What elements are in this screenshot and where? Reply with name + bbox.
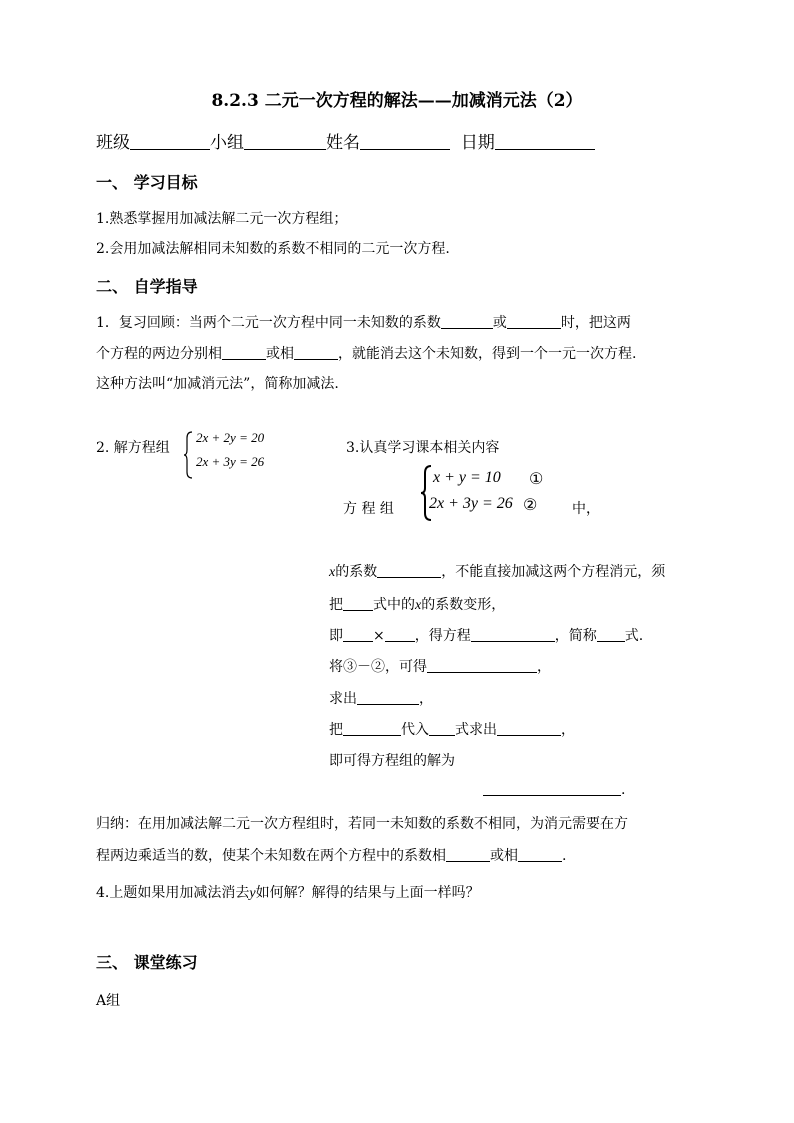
text: 或 [492,315,507,331]
blank[interactable] [377,561,441,578]
blank[interactable] [429,719,455,736]
text: y [249,886,256,901]
blank[interactable] [446,845,490,862]
text: × [373,628,385,644]
text: 1．复习回顾：当两个二元一次方程中同一未知数的系数 [96,315,441,331]
step-7: 即可得方程组的解为 [329,753,455,769]
step-3 [329,625,643,645]
text: ， [419,691,433,707]
step-2 [329,594,505,614]
step-1 [329,561,665,581]
solution-blank-row [483,779,625,798]
goal-2: 2.会用加减法解相同未知数的系数不相同的二元一次方程. [96,241,450,257]
text: 或相 [266,346,294,362]
text: ，就能消去这个未知数，得到一个一元一次方程. [338,346,637,362]
blank[interactable] [343,719,401,736]
q3-eq2-tag: ② [523,495,538,514]
text: ， [537,659,551,675]
class-label: 班级 [96,133,130,153]
blank[interactable] [483,779,621,796]
text: . [562,848,567,864]
text: 如何解？解得的结果与上面一样吗？ [255,885,480,901]
blank[interactable] [343,594,373,611]
blank[interactable] [343,625,373,642]
class-blank[interactable] [130,133,210,150]
blank[interactable] [222,343,266,360]
text: 代入 [401,722,429,738]
blank[interactable] [507,312,561,329]
text: 的系数 [335,564,378,580]
blank[interactable] [357,688,419,705]
section-heading-goals: 一、 学习目标 [96,173,198,192]
text: 或相 [490,848,518,864]
text: 式. [624,628,644,644]
text: 式求出 [455,722,497,738]
review-line-2 [96,343,636,363]
q3-suffix: 中， [572,501,600,517]
blank[interactable] [497,719,561,736]
summary-line-2 [96,845,566,865]
text: 个方程的两边分别相 [96,346,222,362]
text: ， [561,722,575,738]
section-heading-self-study: 二、 自学指导 [96,277,198,296]
step-5 [329,688,433,708]
text: x [329,565,336,580]
q4 [96,882,480,902]
blank[interactable] [294,343,338,360]
goal-1: 1.熟悉掌握用加减法解二元一次方程组； [96,211,348,227]
brace-icon [184,430,194,480]
date-label: 日期 [460,133,495,153]
section-heading-practice: 三、 课堂练习 [96,953,198,972]
text: ，简称 [554,628,597,644]
q3-prefix: 方 程 组 [343,501,394,517]
text: 4.上题如果用加减法消去 [96,885,250,901]
brace-icon [421,464,433,522]
group-blank[interactable] [244,133,326,150]
blank[interactable] [427,656,537,673]
text: ，得方程 [414,628,471,644]
text: 求出 [329,691,357,707]
text: 把 [329,722,343,738]
date-blank[interactable] [495,133,595,150]
blank[interactable] [597,625,625,642]
text: 的系数变形， [421,597,506,613]
name-label: 姓名 [326,133,360,153]
q3-eq2: 2x + 3y = 26 [429,495,513,512]
text: x [415,598,422,613]
group-label: 小组 [210,133,244,153]
blank[interactable] [471,625,555,642]
text: 将③－②，可得 [329,659,427,675]
blank[interactable] [441,312,493,329]
review-line-1 [96,312,631,332]
review-line-3: 这种方法叫“加减消元法”，简称加减法. [96,376,339,392]
text: . [621,782,626,798]
text: 时，把这两 [560,315,631,331]
student-info-row [96,128,595,153]
text: 即 [329,628,343,644]
blank[interactable] [518,845,562,862]
step-6 [329,719,575,739]
text: 程两边乘适当的数，使某个未知数在两个方程中的系数相 [96,848,446,864]
text: 把 [329,597,343,613]
group-a-label: A组 [96,993,121,1009]
text: ，不能直接加减这两个方程消元，须 [441,564,666,580]
q3-label: 3.认真学习课本相关内容 [346,440,500,456]
blank[interactable] [385,625,415,642]
q2-eq2: 2x + 3y = 26 [196,454,265,469]
q2-eq1: 2x + 2y = 20 [196,430,265,445]
summary-line-1: 归纳：在用加减法解二元一次方程组时，若同一未知数的系数不相同，为消元需要在方 [96,816,628,832]
page-title: 8.2.3 二元一次方程的解法——加减消元法（2） [211,91,583,111]
step-4 [329,656,551,676]
text: 式中的 [373,597,415,613]
name-blank[interactable] [360,133,450,150]
q2-label: 2. 解方程组 [96,440,170,456]
q3-eq1: x + y = 10 [433,469,501,486]
q3-eq1-tag: ① [529,469,544,488]
